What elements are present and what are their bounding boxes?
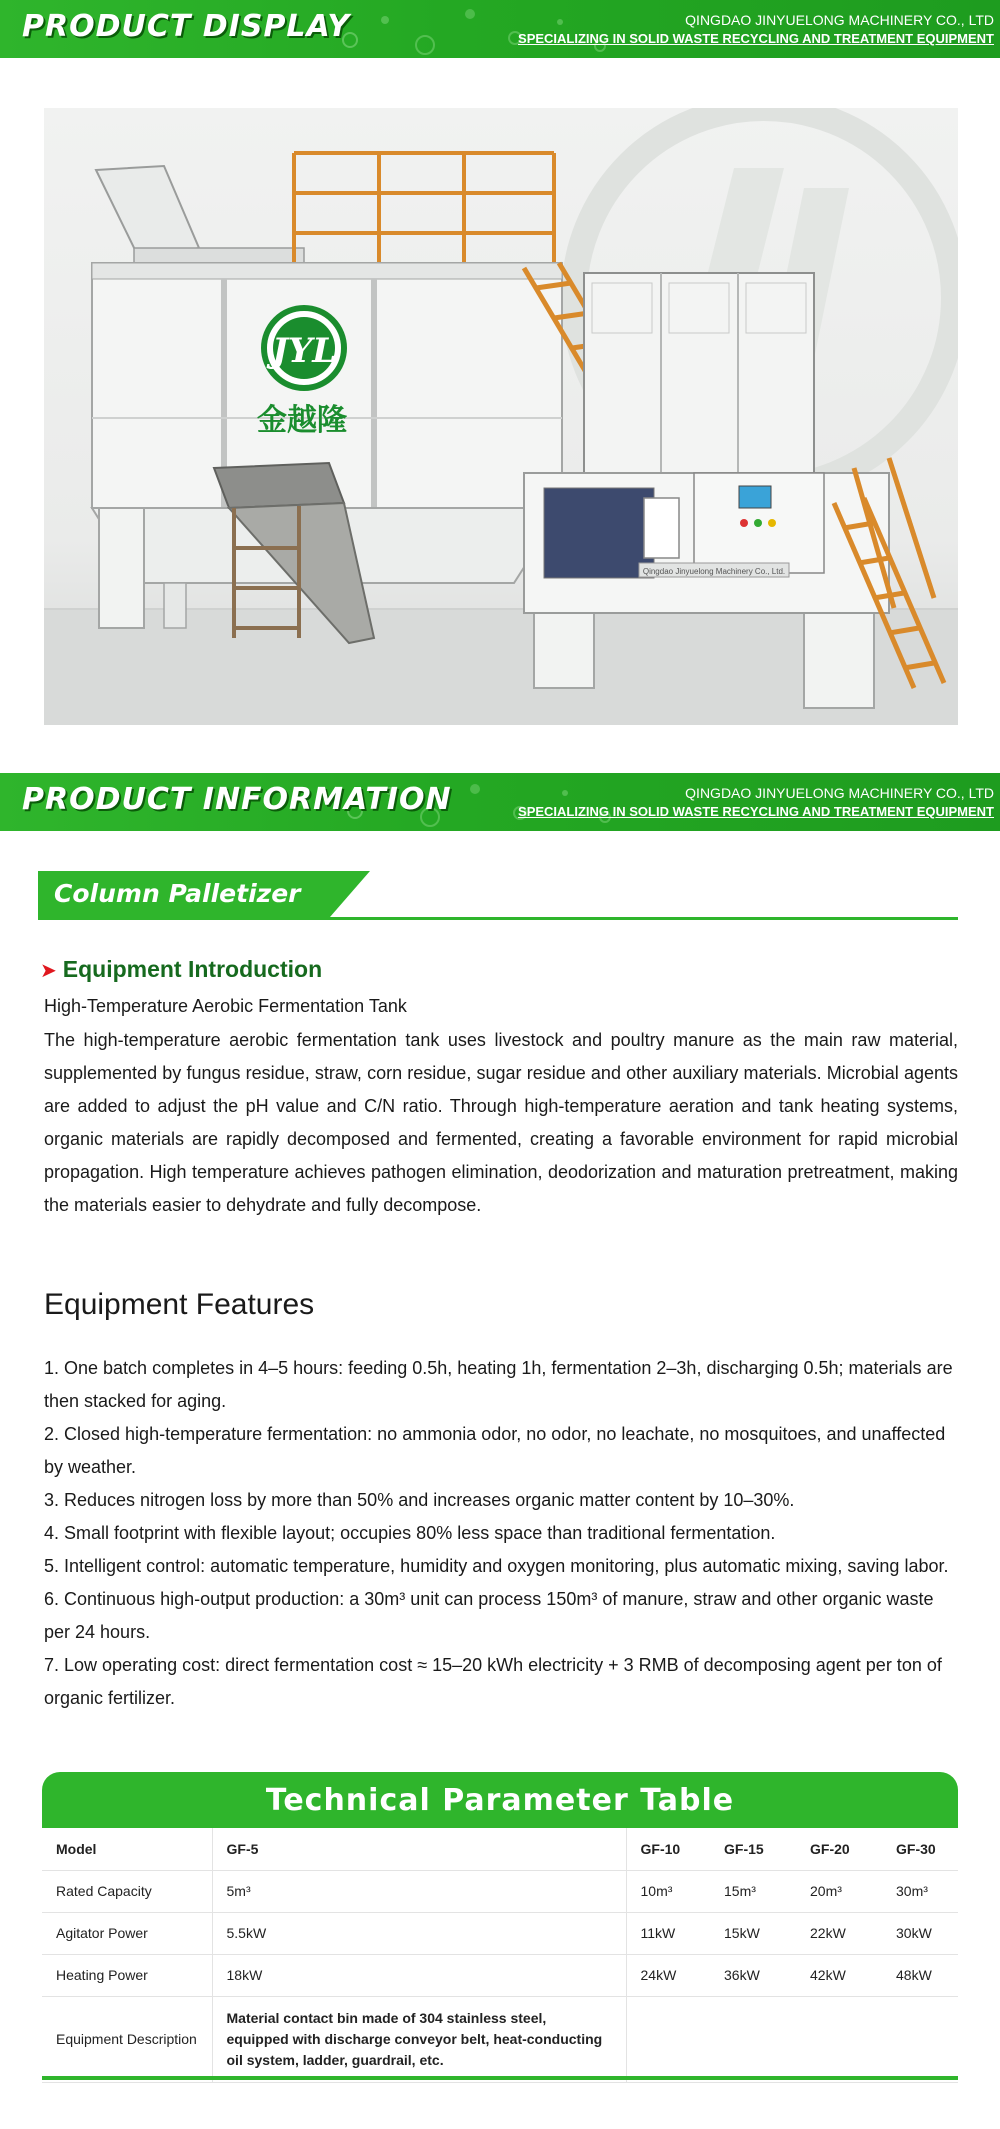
company-tagline: SPECIALIZING IN SOLID WASTE RECYCLING AND TREATMENT EQUIPMENT <box>518 31 994 46</box>
table-cell: 15kW <box>710 1912 796 1954</box>
features-title: Equipment Features <box>44 1288 315 1321</box>
table-cell: Rated Capacity <box>42 1870 212 1912</box>
table-cell: Heating Power <box>42 1954 212 1996</box>
brand-chinese-name: 金越隆 <box>257 403 347 438</box>
table-header-cell: GF-20 <box>796 1828 882 1870</box>
product-display-banner <box>0 0 1000 58</box>
table-header-cell: GF-15 <box>710 1828 796 1870</box>
intro-body: The high-temperature aerobic fermentation tank uses livestock and poultry manure as the main raw material, supplemented by fungus residue, straw, corn residue, sugar residue and other auxiliary materials. Microbial agents are added to adjust the pH value and C/N ratio. Through high-temperature aeration and tank heating systems, organic materials are rapidly decomposed and fermented, creating a favorable environment for rapid microbial propagation. High temperature achieves pathogen elimination, deodorization and maturation pretreatment, making the materials easier to dehydrate and fully decompose. <box>44 1030 958 1215</box>
features-list <box>44 1352 958 1715</box>
table-cell: 15m³ <box>710 1870 796 1912</box>
table-cell: Material contact bin made of 304 stainless steel, equipped with discharge conveyor belt, heat-conducting oil system, ladder, guardrail, etc. <box>212 1996 626 2082</box>
table-cell: 5m³ <box>212 1870 626 1912</box>
arrow-right-icon: ➤ <box>40 957 57 982</box>
table-cell: Equipment Description <box>42 1996 212 2082</box>
table-cell: 36kW <box>710 1954 796 1996</box>
intro-title: Equipment Introduction <box>62 956 323 982</box>
tab-slant <box>330 871 370 917</box>
table-cell <box>626 1996 710 2082</box>
table-row <box>42 1870 958 1912</box>
svg-text:JYL: JYL <box>271 331 337 371</box>
feature-item: 7. Low operating cost: direct fermentation cost ≈ 15–20 kWh electricity + 3 RMB of decomposing agent per ton of organic fertilizer. <box>44 1655 942 1708</box>
intro-heading <box>40 956 322 983</box>
intro-subtitle: High-Temperature Aerobic Fermentation Tank <box>44 996 407 1016</box>
table-cell: 22kW <box>796 1912 882 1954</box>
table-bottom-line <box>42 2076 958 2080</box>
feature-item: 6. Continuous high-output production: a 30m³ unit can process 150m³ of manure, straw and other organic waste per 24 hours. <box>44 1589 934 1642</box>
table-cell <box>882 1996 958 2082</box>
feature-item: 5. Intelligent control: automatic temperature, humidity and oxygen monitoring, plus automatic mixing, saving labor. <box>44 1556 949 1576</box>
table-cell: 24kW <box>626 1954 710 1996</box>
table-header-cell: Model <box>42 1828 212 1870</box>
company-tagline: SPECIALIZING IN SOLID WASTE RECYCLING AND TREATMENT EQUIPMENT <box>518 804 994 819</box>
table-cell: 20m³ <box>796 1870 882 1912</box>
product-information-banner <box>0 773 1000 831</box>
feature-item: 4. Small footprint with flexible layout; occupies 80% less space than traditional fermentation. <box>44 1523 776 1543</box>
jyl-logo-icon <box>264 308 344 388</box>
feature-item: 3. Reduces nitrogen loss by more than 50% and increases organic matter content by 10–30%. <box>44 1490 795 1510</box>
parameter-table-header <box>42 1772 958 1828</box>
table-row <box>42 1996 958 2082</box>
table-cell: 30kW <box>882 1912 958 1954</box>
table-row <box>42 1912 958 1954</box>
banner-title: PRODUCT INFORMATION <box>22 782 452 817</box>
section-divider <box>38 917 958 920</box>
table-cell: 5.5kW <box>212 1912 626 1954</box>
nameplate-text: Qingdao Jinyuelong Machinery Co., Ltd. <box>642 567 786 576</box>
table-cell: 48kW <box>882 1954 958 1996</box>
table-cell: 10m³ <box>626 1870 710 1912</box>
product-photo <box>44 108 958 725</box>
table-header-cell: GF-10 <box>626 1828 710 1870</box>
feature-item: 1. One batch completes in 4–5 hours: feeding 0.5h, heating 1h, fermentation 2–3h, discharging 0.5h; materials are then stacked for aging. <box>44 1358 953 1411</box>
company-name: QINGDAO JINYUELONG MACHINERY CO., LTD <box>685 12 994 28</box>
table-cell: 30m³ <box>882 1870 958 1912</box>
table-header-cell: GF-5 <box>212 1828 626 1870</box>
parameter-table <box>42 1828 958 2083</box>
parameter-table-title: Technical Parameter Table <box>265 1782 735 1818</box>
table-header-cell: GF-30 <box>882 1828 958 1870</box>
product-name-header <box>38 871 958 921</box>
banner-title: PRODUCT DISPLAY <box>22 9 351 44</box>
table-cell <box>796 1996 882 2082</box>
table-cell: 11kW <box>626 1912 710 1954</box>
fermentation-tank-illustration <box>44 108 958 725</box>
bubbles-decoration <box>330 0 630 58</box>
table-cell <box>710 1996 796 2082</box>
table-row <box>42 1954 958 1996</box>
feature-item: 2. Closed high-temperature fermentation: no ammonia odor, no odor, no leachate, no mosquitoes, and unaffected by weather. <box>44 1424 946 1477</box>
table-cell: 42kW <box>796 1954 882 1996</box>
table-cell: Agitator Power <box>42 1912 212 1954</box>
table-cell: 18kW <box>212 1954 626 1996</box>
company-name: QINGDAO JINYUELONG MACHINERY CO., LTD <box>685 785 994 801</box>
product-name: Column Palletizer <box>54 879 301 908</box>
table-header-row <box>42 1828 958 1870</box>
